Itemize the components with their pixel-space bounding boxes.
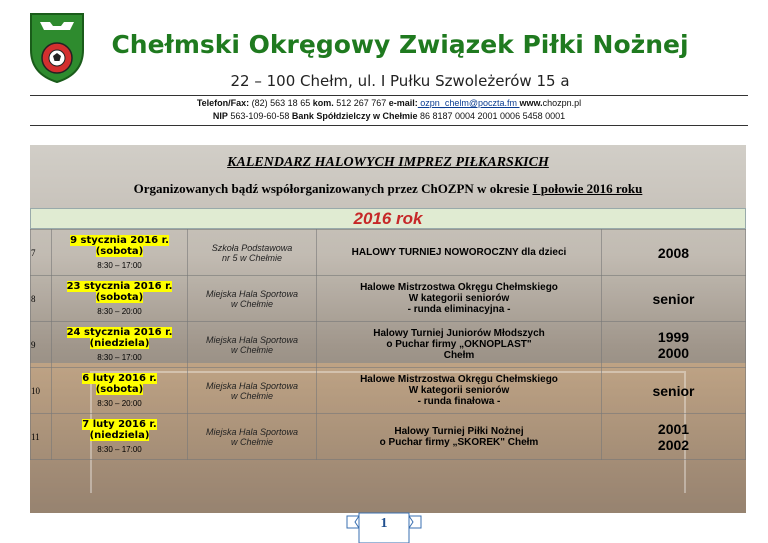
event-number: 8	[31, 276, 52, 322]
event-day: (niedziela)	[89, 338, 150, 349]
table-row	[31, 230, 746, 276]
event-line-3: - runda eliminacyjna -	[407, 304, 511, 315]
table-row	[31, 368, 746, 414]
event-category-cell	[602, 414, 746, 460]
header-divider-bottom	[30, 125, 748, 126]
event-date: 7 luty 2016 r.	[82, 419, 157, 430]
event-time: 8:30 – 20:00	[97, 399, 142, 408]
event-category-cell	[602, 230, 746, 276]
venue-line-2: w Chełmie	[230, 344, 273, 355]
event-line-2: o Puchar firmy „OKNOPLAST"	[386, 339, 532, 350]
venue-line-2: w Chełmie	[230, 390, 273, 401]
category-line-1: senior	[652, 382, 695, 399]
event-line-2: W kategorii seniorów	[408, 293, 510, 304]
bank-label: Bank Spółdzielczy w Chełmie	[291, 111, 418, 121]
nip-label: NIP	[212, 111, 228, 121]
calendar-title: KALENDARZ HALOWYCH IMPREZ PIŁKARSKICH	[227, 155, 549, 170]
event-date: 6 luty 2016 r.	[82, 373, 157, 384]
event-name-cell	[317, 276, 602, 322]
category-line-1: senior	[652, 290, 695, 307]
venue-line-2: nr 5 w Chełmie	[221, 252, 283, 263]
mobile-label: kom.	[312, 98, 334, 108]
event-time: 8:30 – 20:00	[97, 307, 142, 316]
contact-line-1	[30, 98, 748, 108]
event-number: 9	[31, 322, 52, 368]
event-name-cell	[317, 368, 602, 414]
calendar-subtitle-text: Organizowanych bądź współorganizowanych przez ChOZPN w okresie	[133, 181, 533, 196]
event-date: 24 stycznia 2016 r.	[66, 327, 173, 338]
event-day: (sobota)	[95, 384, 144, 395]
category-line-2: 2000	[657, 344, 690, 361]
bank-account: 86 8187 0004 2001 0006 5458 0001	[417, 111, 566, 121]
email-label: e-mail:	[388, 98, 418, 108]
event-line-3: Chełm	[443, 350, 475, 361]
event-date-cell	[52, 414, 188, 460]
events-table	[30, 229, 746, 460]
nip-value: 563-109-60-58	[227, 111, 292, 121]
event-venue-cell	[188, 322, 317, 368]
event-line-1: HALOWY TURNIEJ NOWOROCZNY dla dzieci	[351, 247, 567, 258]
calendar-period: I połowie 2016 roku	[532, 181, 643, 196]
page-number: 1	[380, 516, 388, 531]
header-divider-top	[30, 95, 748, 96]
organization-title: Chełmski Okręgowy Związek Piłki Nożnej	[111, 30, 689, 59]
event-name-cell	[317, 322, 602, 368]
club-logo-icon	[28, 10, 86, 84]
event-date-cell	[52, 368, 188, 414]
category-line-1: 2001	[657, 420, 690, 437]
venue-line-1: Miejska Hala Sportowa	[205, 288, 299, 299]
event-line-3: - runda finałowa -	[417, 396, 501, 407]
venue-line-2: w Chełmie	[230, 436, 273, 447]
table-row	[31, 276, 746, 322]
event-venue-cell	[188, 368, 317, 414]
venue-line-1: Miejska Hala Sportowa	[205, 334, 299, 345]
email-link[interactable]: ozpn_chelm@poczta.fm	[417, 98, 520, 108]
year-bar	[30, 208, 746, 229]
category-line-1: 2008	[657, 244, 690, 261]
event-day: (niedziela)	[89, 430, 150, 441]
www-label: www.	[519, 98, 543, 108]
event-name-cell	[317, 230, 602, 276]
event-time: 8:30 – 17:00	[97, 261, 142, 270]
event-category-cell	[602, 368, 746, 414]
event-line-2: W kategorii seniorów	[408, 385, 510, 396]
phone-value: (82) 563 18 65	[249, 98, 313, 108]
category-line-1: 1999	[657, 328, 690, 345]
event-time: 8:30 – 17:00	[97, 445, 142, 454]
event-day: (sobota)	[95, 292, 144, 303]
table-row	[31, 414, 746, 460]
event-venue-cell	[188, 276, 317, 322]
event-line-1: Halowy Turniej Piłki Nożnej	[394, 425, 524, 437]
event-day: (sobota)	[95, 246, 144, 257]
event-line-2: o Puchar firmy „SKOREK" Chełm	[379, 436, 539, 448]
event-date-cell	[52, 276, 188, 322]
event-date: 23 stycznia 2016 r.	[66, 281, 173, 292]
event-venue-cell	[188, 230, 317, 276]
event-number: 11	[31, 414, 52, 460]
event-category-cell	[602, 276, 746, 322]
venue-line-1: Miejska Hala Sportowa	[205, 426, 299, 437]
organization-address: 22 – 100 Chełm, ul. I Pułku Szwoleżerów 15 a	[230, 72, 570, 90]
event-number: 10	[31, 368, 52, 414]
venue-line-1: Miejska Hala Sportowa	[205, 380, 299, 391]
www-value: chozpn.pl	[542, 98, 582, 108]
venue-line-2: w Chełmie	[230, 298, 273, 309]
event-name-cell	[317, 414, 602, 460]
event-time: 8:30 – 17:00	[97, 353, 142, 362]
table-row	[31, 322, 746, 368]
mobile-value: 512 267 767	[333, 98, 389, 108]
event-date-cell	[52, 322, 188, 368]
event-number: 7	[31, 230, 52, 276]
category-line-2: 2002	[657, 436, 690, 453]
event-line-1: Halowe Mistrzostwa Okręgu Chełmskiego	[360, 374, 558, 385]
event-date-cell	[52, 230, 188, 276]
event-venue-cell	[188, 414, 317, 460]
phone-label: Telefon/Fax:	[196, 98, 250, 108]
event-category-cell	[602, 322, 746, 368]
event-line-1: Halowy Turniej Juniorów Młodszych	[373, 328, 545, 339]
calendar-subtitle	[30, 181, 746, 197]
venue-line-1: Szkoła Podstawowa	[211, 242, 293, 253]
event-line-1: Halowe Mistrzostwa Okręgu Chełmskiego	[360, 282, 558, 293]
event-date: 9 stycznia 2016 r.	[70, 235, 169, 246]
year-label: 2016 rok	[353, 209, 423, 228]
contact-line-2	[30, 111, 748, 121]
